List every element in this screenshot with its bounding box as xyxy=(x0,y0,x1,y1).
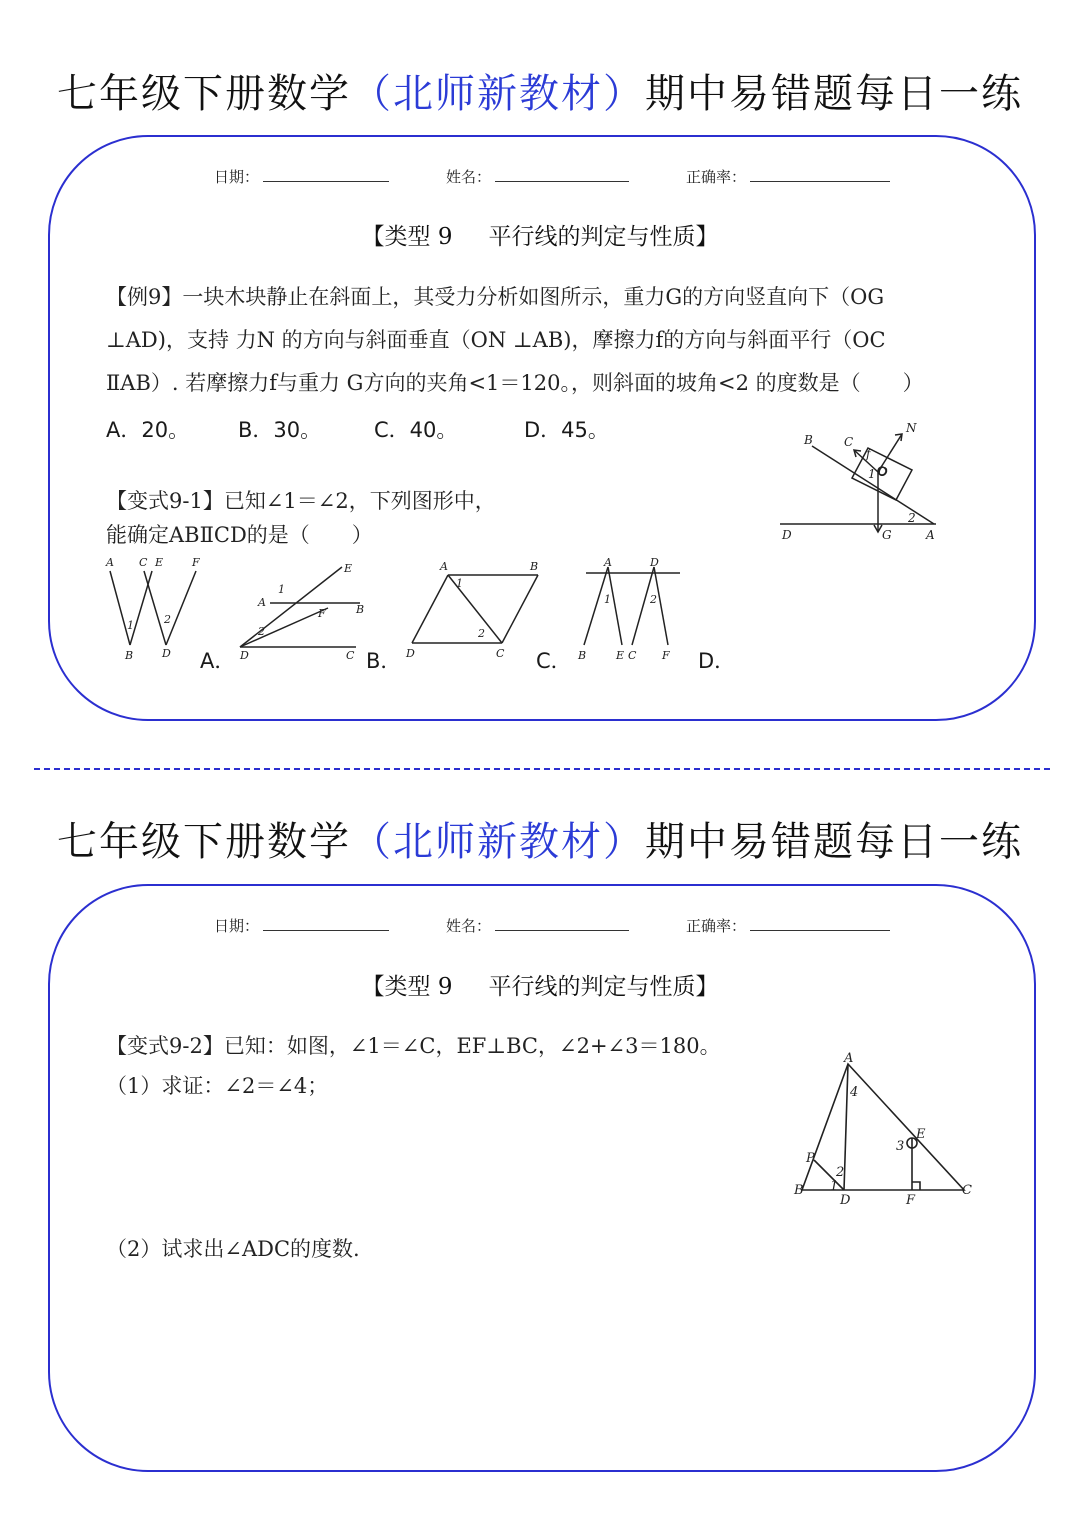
svg-text:A: A xyxy=(440,560,448,573)
variant1-figure-c[interactable] xyxy=(400,553,550,663)
incline-force-figure xyxy=(776,420,946,550)
title-text: 七年级下册数学 xyxy=(57,71,351,117)
incline-line xyxy=(812,446,934,524)
example-option-b[interactable]: B．30。 xyxy=(238,418,322,442)
svg-text:F: F xyxy=(318,607,326,620)
svg-text:B: B xyxy=(578,649,587,662)
accuracy-label: 正确率： xyxy=(686,168,747,186)
example-line-3: ⅡAB）. 若摩擦力f与重力 G方向的夹角<1＝120。，则斜面的坡角<2 的度数是（ ） xyxy=(106,371,924,395)
variant2-question-1: （1）求证：∠2＝∠4； xyxy=(106,1074,329,1098)
accuracy-line[interactable] xyxy=(750,167,890,182)
variant-9-1 xyxy=(106,484,706,552)
example-option-a[interactable]: A．20。 xyxy=(106,418,190,442)
svg-text:C: C xyxy=(496,647,505,660)
segment-ad xyxy=(844,1064,848,1190)
svg-text:1: 1 xyxy=(127,619,134,632)
date-field-2[interactable]: 日期： xyxy=(214,915,389,936)
svg-text:B: B xyxy=(125,649,134,662)
section-heading-bottom: 【类型 9 平行线的判定与性质】 xyxy=(361,974,719,1000)
svg-text:B: B xyxy=(356,603,365,616)
svg-text:A: A xyxy=(106,556,114,569)
svg-text:C: C xyxy=(628,649,637,662)
section-heading-top xyxy=(0,218,1080,251)
svg-text:B: B xyxy=(794,1183,804,1198)
svg-text:E: E xyxy=(616,649,625,662)
svg-text:1: 1 xyxy=(278,583,285,596)
accuracy-field[interactable] xyxy=(686,166,890,187)
example-tag: 【例9】 xyxy=(106,285,183,309)
svg-text:D: D xyxy=(240,649,249,662)
accuracy-field-2[interactable]: 正确率： xyxy=(686,915,890,936)
svg-text:F: F xyxy=(192,556,200,569)
name-line[interactable] xyxy=(495,167,629,182)
title-text-end: 期中易错题每日一练 xyxy=(645,71,1023,117)
label-a: A xyxy=(926,528,935,542)
svg-text:F: F xyxy=(662,649,670,662)
svg-text:2: 2 xyxy=(478,627,485,640)
example-9 xyxy=(106,276,996,405)
variant1-figure-a[interactable] xyxy=(100,553,210,663)
svg-text:2: 2 xyxy=(836,1165,845,1180)
example-line-2: ⊥AD)，支持 力N 的方向与斜面垂直（ON ⊥AB)，摩擦力f的方向与斜面平行（OC xyxy=(106,328,886,352)
svg-text:4: 4 xyxy=(850,1085,859,1100)
variant1-option-b[interactable]: B． xyxy=(366,649,402,673)
svg-text:1: 1 xyxy=(604,593,611,606)
example-line-1: 一块木块静止在斜面上，其受力分析如图所示，重力G的方向竖直向下（OG xyxy=(182,285,885,309)
variant2-tag: 【变式9-2】 xyxy=(106,1034,224,1058)
svg-text:P: P xyxy=(806,1151,815,1166)
name-field[interactable] xyxy=(446,166,629,187)
svg-text:F: F xyxy=(906,1193,916,1208)
svg-text:D: D xyxy=(406,647,415,660)
label-d: D xyxy=(782,528,792,542)
svg-text:A: A xyxy=(604,556,612,569)
svg-text:2: 2 xyxy=(258,625,265,638)
triangle-abc xyxy=(802,1064,964,1190)
type-label: 【类型 9 xyxy=(361,224,453,250)
label-g: G xyxy=(882,528,892,542)
svg-text:1: 1 xyxy=(456,577,463,590)
page-title-bottom: 七年级下册数学（北师新教材）期中易错题每日一练 xyxy=(57,819,1023,865)
svg-text:A: A xyxy=(258,596,266,609)
name-field-2[interactable]: 姓名： xyxy=(446,915,629,936)
variant1-figure-b[interactable] xyxy=(232,553,367,663)
svg-text:C: C xyxy=(962,1183,972,1198)
svg-text:3: 3 xyxy=(896,1139,905,1154)
type-title: 平行线的判定与性质】 xyxy=(488,224,719,250)
svg-text:C: C xyxy=(139,556,148,569)
label-f: f xyxy=(866,447,871,461)
name-label: 姓名： xyxy=(446,168,492,186)
date-field[interactable] xyxy=(214,166,389,187)
label-o: O xyxy=(878,465,888,479)
svg-text:E: E xyxy=(344,562,353,575)
variant1-tag: 【变式9-1】 xyxy=(106,489,224,513)
label-angle-1: 1 xyxy=(868,467,876,481)
svg-text:E: E xyxy=(155,556,164,569)
title-highlight: （北师新教材） xyxy=(351,71,645,117)
variant1-line-1: 已知∠1＝∠2，下列图形中， xyxy=(223,489,496,513)
example-option-d[interactable]: D．45。 xyxy=(524,418,609,442)
variant1-line-2: 能确定ABⅡCD的是（ ） xyxy=(106,523,373,547)
example-option-c[interactable]: C．40。 xyxy=(374,418,458,442)
svg-text:1: 1 xyxy=(830,1179,839,1194)
page-title-top xyxy=(0,62,1080,119)
page-divider xyxy=(34,768,1050,770)
variant1-option-c[interactable]: C． xyxy=(536,649,572,673)
svg-text:2: 2 xyxy=(650,593,657,606)
svg-text:D: D xyxy=(840,1193,851,1208)
label-angle-2: 2 xyxy=(908,511,916,525)
svg-text:C: C xyxy=(346,649,355,662)
date-line[interactable] xyxy=(263,167,389,182)
svg-text:2: 2 xyxy=(164,613,171,626)
right-angle-mark xyxy=(912,1182,920,1190)
variant-9-2 xyxy=(106,1026,786,1106)
svg-text:D: D xyxy=(162,647,171,660)
variant1-option-a[interactable]: A． xyxy=(200,649,236,673)
svg-text:D: D xyxy=(650,556,659,569)
date-label: 日期： xyxy=(214,168,260,186)
svg-text:E: E xyxy=(916,1127,926,1142)
svg-text:A: A xyxy=(844,1051,854,1066)
variant1-figure-d[interactable] xyxy=(576,553,686,663)
variant2-triangle-figure xyxy=(788,1050,988,1210)
svg-text:B: B xyxy=(530,560,539,573)
variant2-line-1: 已知：如图，∠1＝∠C，EF⊥BC，∠2+∠3＝180。 xyxy=(223,1034,721,1058)
label-c: C xyxy=(844,435,854,449)
label-n: N xyxy=(906,421,917,435)
variant2-question-2: （2）试求出∠ADC的度数. xyxy=(106,1237,360,1261)
label-b: B xyxy=(804,433,813,447)
variant1-option-d[interactable]: D． xyxy=(698,649,736,673)
